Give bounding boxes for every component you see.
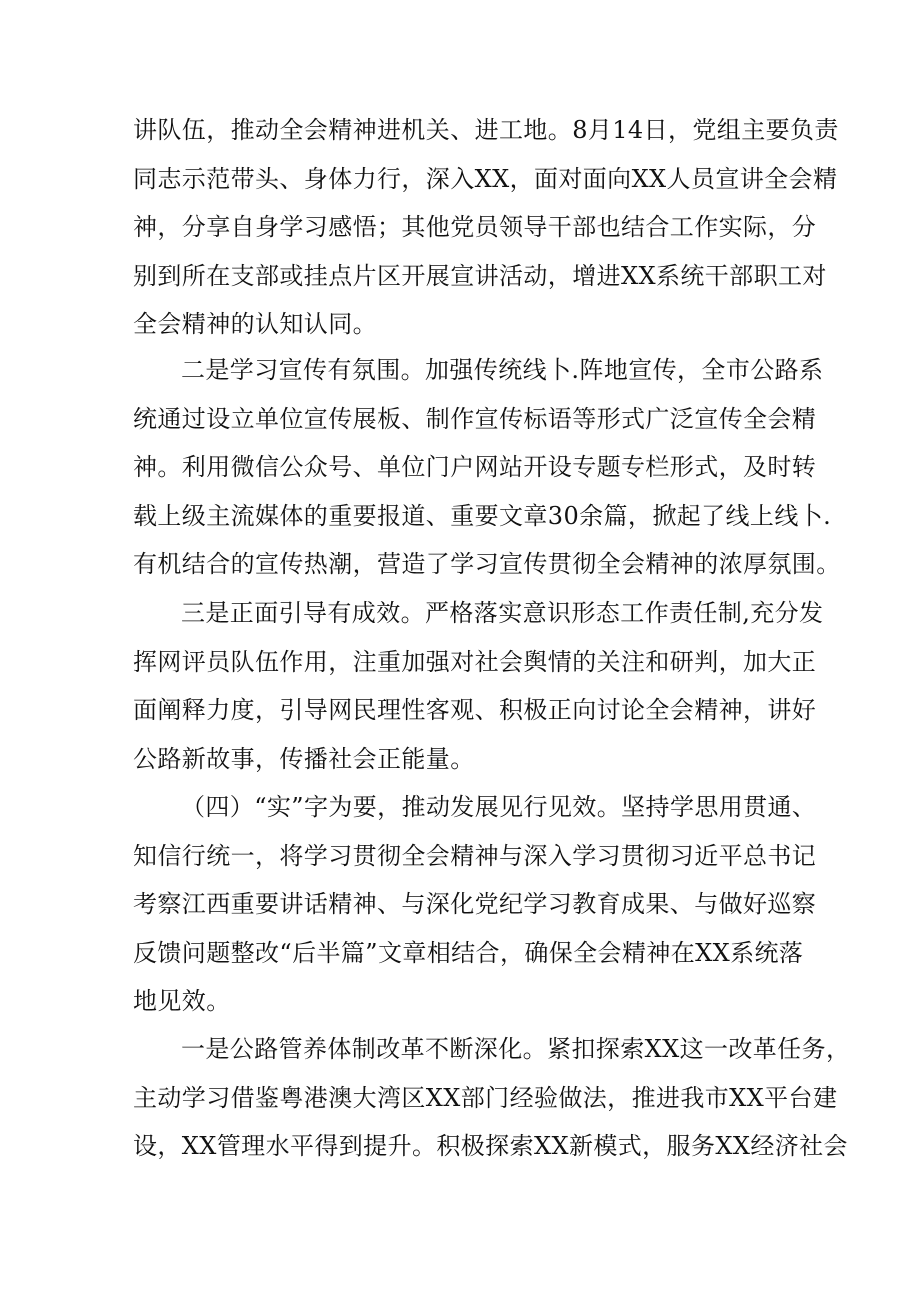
text-line: 神，分享自身学习感悟；其他党员领导干部也结合工作实际，分 — [133, 213, 817, 241]
paragraph-section-four — [133, 783, 817, 1026]
text-line: 设，XX管理水平得到提升。积极探索XX新模式，服务XX经济社会 — [133, 1132, 848, 1160]
text-line: 地见效。 — [133, 987, 231, 1015]
text-line: 挥网评员队伍作用，注重加强对社会舆情的关注和研判，加大正 — [133, 647, 817, 676]
paragraph-propaganda-team — [133, 106, 839, 349]
paragraph-positive-guidance — [133, 589, 824, 783]
text-line: 统通过设立单位宣传展板、制作宣传标语等形式广泛宣传全会精 — [133, 404, 817, 433]
text-line: 有机结合的宣传热潮，营造了学习宣传贯彻全会精神的浓厚氛围。 — [133, 550, 841, 578]
text-line: 反馈问题整改“后半篇”文章相结合，确保全会精神在XX系统落 — [133, 938, 804, 967]
text-line: 公路新故事，传播社会正能量。 — [133, 744, 475, 773]
text-line: 全会精神的认知认同。 — [133, 310, 377, 338]
text-line: 主动学习借鉴粤港澳大湾区XX部门经验做法，推进我市XX平台建 — [133, 1083, 838, 1112]
text-line: 考察江西重要讲话精神、与深化党纪学习教育成果、与做好巡察 — [133, 890, 817, 918]
text-line: 一是公路管养体制改革不断深化。紧扣探索XX这一改革任务， — [181, 1035, 851, 1063]
text-line: 讲队伍，推动全会精神进机关、进工地。8月14日，党组主要负责 — [133, 116, 839, 144]
text-line: 二是学习宣传有氛围。加强传统线卜.阵地宣传，全市公路系 — [181, 356, 824, 384]
text-line: 载上级主流媒体的重要报道、重要文章30余篇，掀起了线上线卜. — [133, 501, 832, 530]
paragraph-study-atmosphere — [133, 346, 841, 589]
text-line: 面阐释力度，引导网民理性客观、积极正向讨论全会精神，讲好 — [133, 696, 817, 724]
text-line: 同志示范带头、身体力行，深入XX，面对面向XX人员宣讲全会精 — [133, 164, 838, 193]
text-line: 三是正面引导有成效。严格落实意识形态工作责任制,充分发 — [181, 599, 824, 627]
text-line: 神。利用微信公众号、单位门户网站开设专题专栏形式，及时转 — [133, 453, 817, 481]
text-line: 知信行统一，将学习贯彻全会精神与深入学习贯彻习近平总书记 — [133, 841, 817, 870]
text-line: 别到所在支部或挂点片区开展宣讲活动，增进XX系统干部职工对 — [133, 261, 827, 290]
text-line: （四）“实”字为要，推动发展见行见效。坚持学思用贯通、 — [181, 793, 817, 821]
paragraph-road-reform — [133, 1025, 851, 1171]
